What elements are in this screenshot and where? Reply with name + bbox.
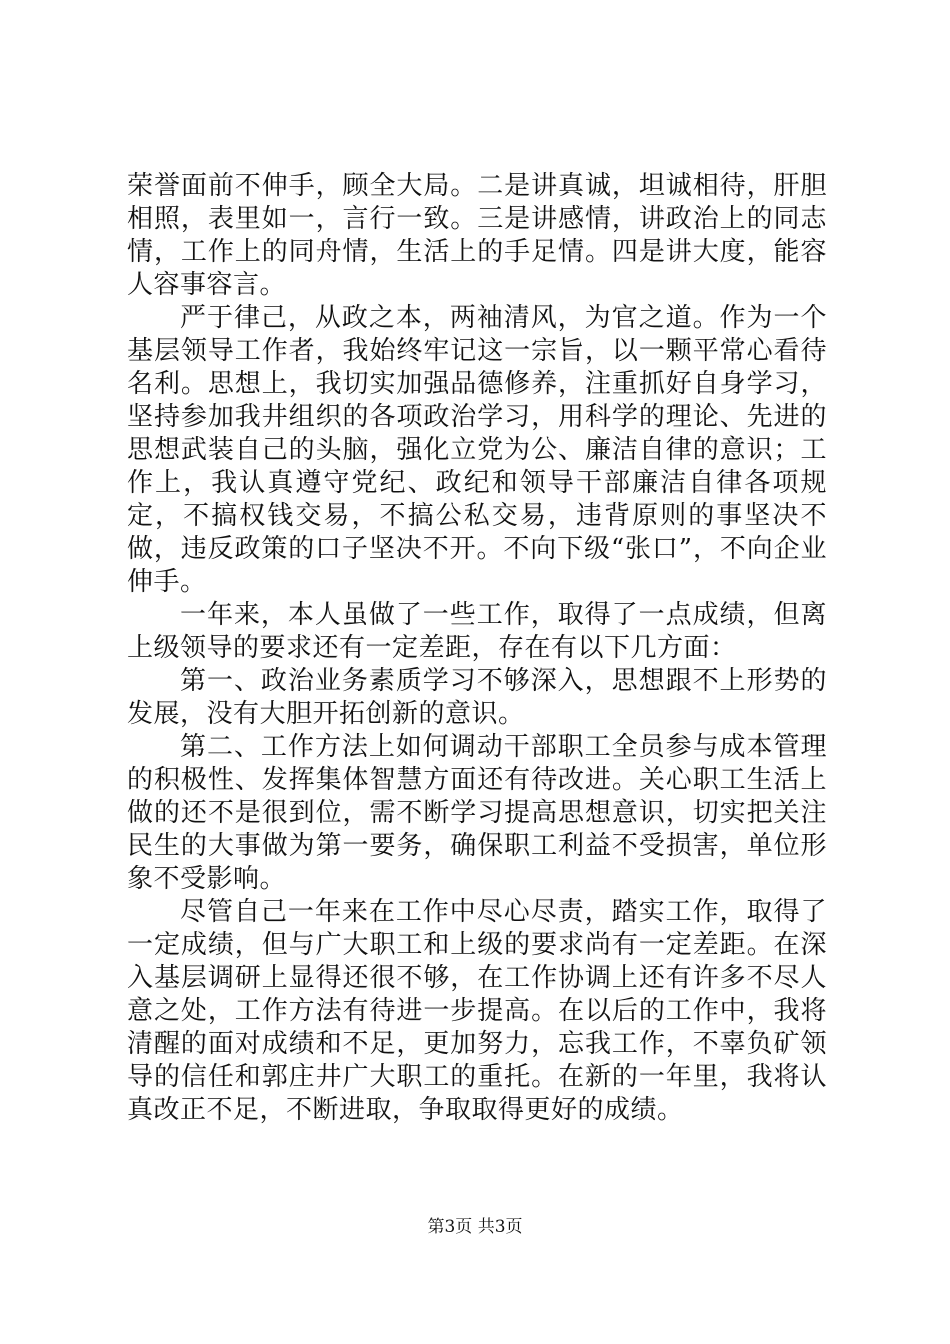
paragraph-shortcomings-intro: 一年来，本人虽做了一些工作，取得了一点成绩，但离上级领导的要求还有一定差距，存在有以下几方面： xyxy=(127,600,827,663)
paragraph-shortcoming-second: 第二、工作方法上如何调动干部职工全员参与成本管理的积极性、发挥集体智慧方面还有待改进。关心职工生活上做的还不是很到位，需不断学习提高思想意识，切实把关注民生的大事做为第一要务，确保职工利益不受损害，单位形象不受影响。 xyxy=(127,732,827,894)
paragraph-self-discipline: 严于律己，从政之本，两袖清风，为官之道。作为一个基层领导工作者，我始终牢记这一宗旨，以一颗平常心看待名利。思想上，我切实加强品德修养，注重抓好自身学习，坚持参加我井组织的各项政治学习，用科学的理论、先进的思想武装自己的头脑，强化立党为公、廉洁自律的意识；工作上，我认真遵守党纪、政纪和领导干部廉洁自律各项规定，不搞权钱交易，不搞公私交易，违背原则的事坚决不做，违反政策的口子坚决不开。不向下级“张口”，不向企业伸手。 xyxy=(127,303,827,597)
paragraph-conclusion: 尽管自己一年来在工作中尽心尽责，踏实工作，取得了一定成绩，但与广大职工和上级的要求尚有一定差距。在深入基层调研上显得还很不够，在工作协调上还有许多不尽人意之处，工作方法有待进一步提高。在以后的工作中，我将清醒的面对成绩和不足，更加努力，忘我工作，不辜负矿领导的信任和郭庄井广大职工的重托。在新的一年里，我将认真改正不足，不断进取，争取取得更好的成绩。 xyxy=(127,897,827,1125)
paragraph-shortcoming-first: 第一、政治业务素质学习不够深入，思想跟不上形势的发展，没有大胆开拓创新的意识。 xyxy=(127,666,827,729)
paragraph-continuation: 荣誉面前不伸手，顾全大局。二是讲真诚，坦诚相待，肝胆相照，表里如一，言行一致。三是讲感情，讲政治上的同志情，工作上的同舟情，生活上的手足情。四是讲大度，能容人容事容言。 xyxy=(127,171,827,300)
page-number-footer: 第3页 共3页 xyxy=(427,1217,523,1237)
document-body xyxy=(127,170,827,1127)
